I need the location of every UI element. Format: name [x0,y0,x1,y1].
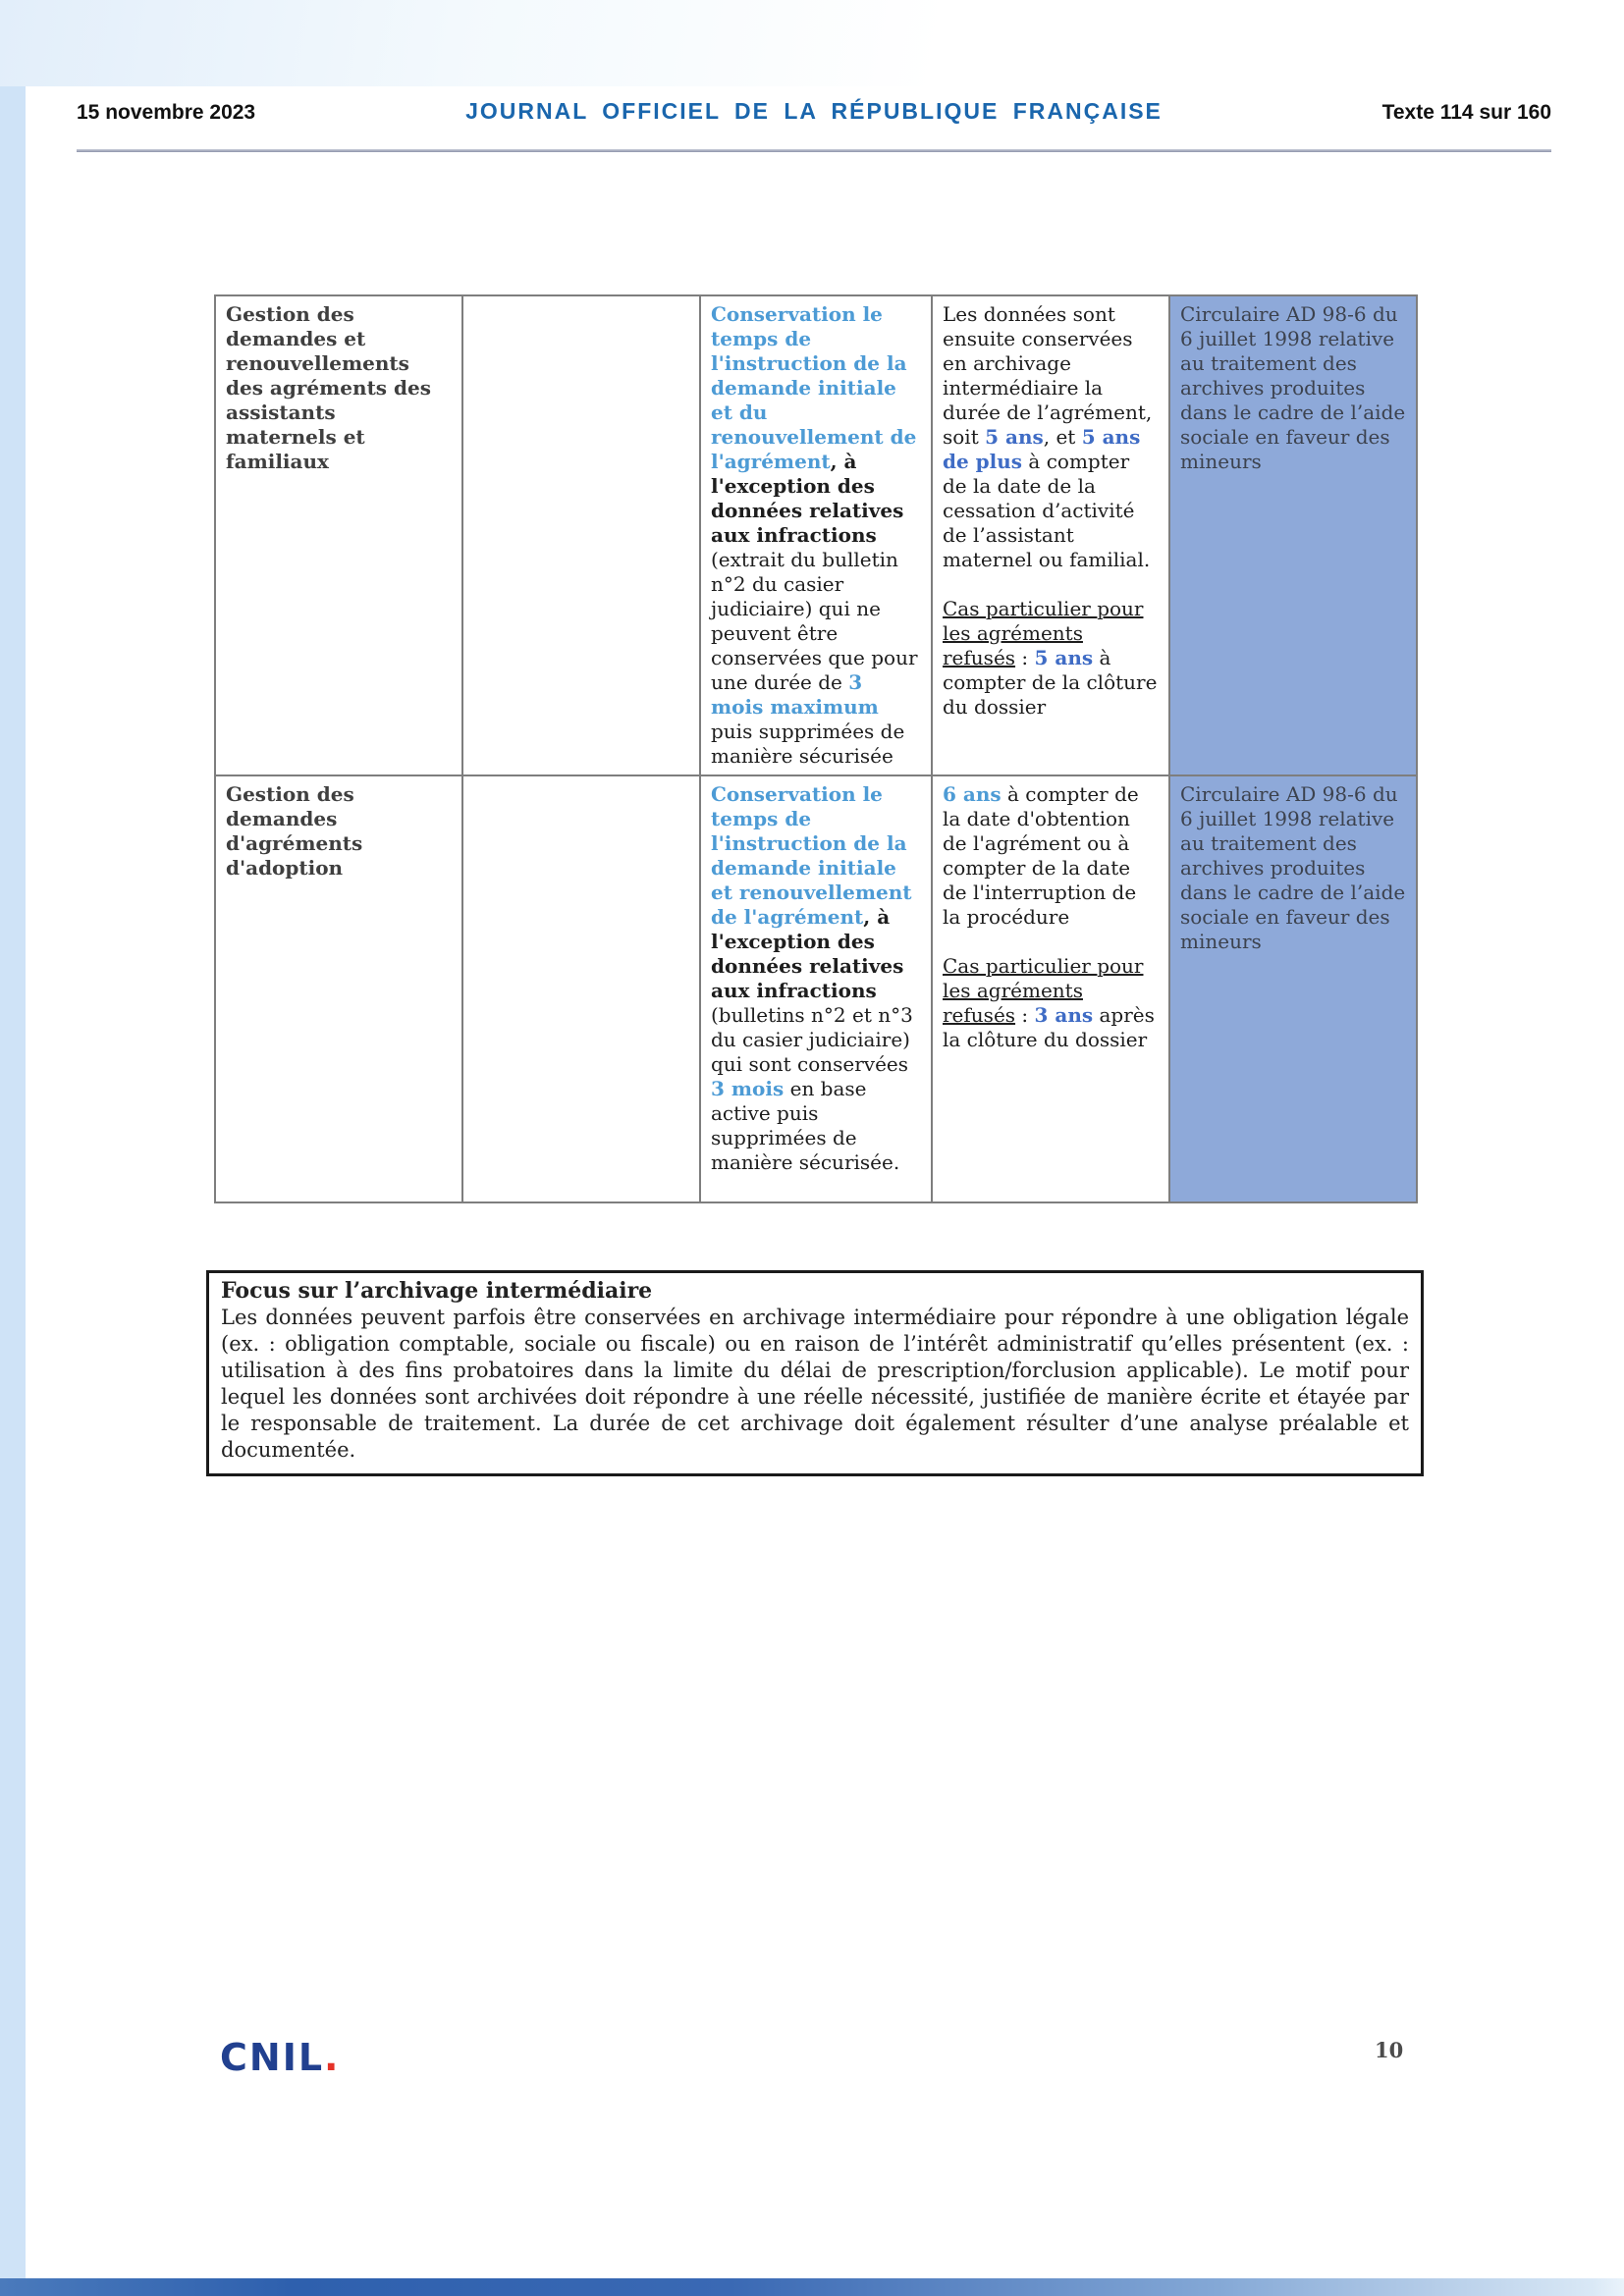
archive-retention-text: Les données sont ensuite conservées en archivage intermédiaire la durée de l’agrément, soit 5 ans, et 5 ans de plus à compter de la date de la cessation d’activité de l’assistant maternel ou familial. Cas particulier pour les agréments refusés : 5 ans à compter de la clôture du dossier [943,302,1158,719]
left-edge-bar [0,86,26,2296]
texte-reference: Texte 114 sur 160 [1381,101,1551,124]
cnil-logo-dot: . [324,2036,341,2079]
treatment-name: Gestion des demandes et renouvellements des agréments des assistants maternels et familiaux [226,302,431,473]
legal-reference-text: Circulaire AD 98-6 du 6 juillet 1998 relative au traitement des archives produites dans le cadre de l’aide sociale en faveur des mineurs [1180,302,1406,473]
table-row [215,775,1417,1202]
active-retention-cell [700,295,932,775]
archive-retention-text: 6 ans à compter de la date d'obtention de l'agrément ou à compter de la date de l'interruption de la procédure Cas particulier pour les agréments refusés : 3 ans après la clôture du dossier [943,782,1155,1051]
page-header [77,98,1551,125]
treatment-name-cell [215,295,462,775]
active-retention-text: Conservation le temps de l'instruction de la demande initiale et du renouvellement de l'agrément, à l'exception des données relatives aux infractions (extrait du bulletin n°2 du casier judiciaire) qui ne peuvent être conservées que pour une durée de 3 mois maximum puis supprimées de manière sécurisée [711,302,918,768]
table-row [215,295,1417,775]
journal-title: JOURNAL OFFICIEL DE LA RÉPUBLIQUE FRANÇAISE [465,98,1163,124]
archive-retention-cell [932,295,1169,775]
focus-box [206,1270,1424,1476]
active-retention-cell [700,775,932,1202]
legal-reference-cell [1169,295,1417,775]
legal-reference-text: Circulaire AD 98-6 du 6 juillet 1998 relative au traitement des archives produites dans le cadre de l’aide sociale en faveur des mineurs [1180,782,1406,953]
archive-retention-cell [932,775,1169,1202]
header-rule [77,149,1551,152]
header-date: 15 novembre 2023 [77,101,256,124]
treatment-name-cell [215,775,462,1202]
top-edge-band [0,0,1624,86]
bottom-edge-bar [0,2278,1624,2296]
treatment-name: Gestion des demandes d'agréments d'adoption [226,782,363,880]
page-number: 10 [1375,2038,1404,2062]
legal-reference-cell [1169,775,1417,1202]
empty-cell [462,295,700,775]
focus-title: Focus sur l’archivage intermédiaire [221,1278,653,1304]
focus-body: Les données peuvent parfois être conservées en archivage intermédiaire pour répondre à une obligation légale (ex. : obligation comptable, sociale ou fiscale) ou en raison de l’intérêt administratif qu’elles présentent (ex. : utilisation à des fins probatoires dans la limite du délai de prescription/forclusion applicable). Le motif pour lequel les données sont archivées doit répondre à une réelle nécessité, justifiée de manière écrite et étayée par le responsable de traitement. La durée de cet archivage doit également résulter d’une analyse préalable et documentée. [221,1306,1409,1462]
cnil-logo-text: CNIL [220,2036,325,2079]
active-retention-text: Conservation le temps de l'instruction de la demande initiale et renouvellement de l'agrément, à l'exception des données relatives aux infractions (bulletins n°2 et n°3 du casier judiciaire) qui sont conservées 3 mois en base active puis supprimées de manière sécurisée. [711,782,913,1174]
cnil-logo [220,2036,340,2079]
retention-table [214,294,1418,1203]
empty-cell [462,775,700,1202]
